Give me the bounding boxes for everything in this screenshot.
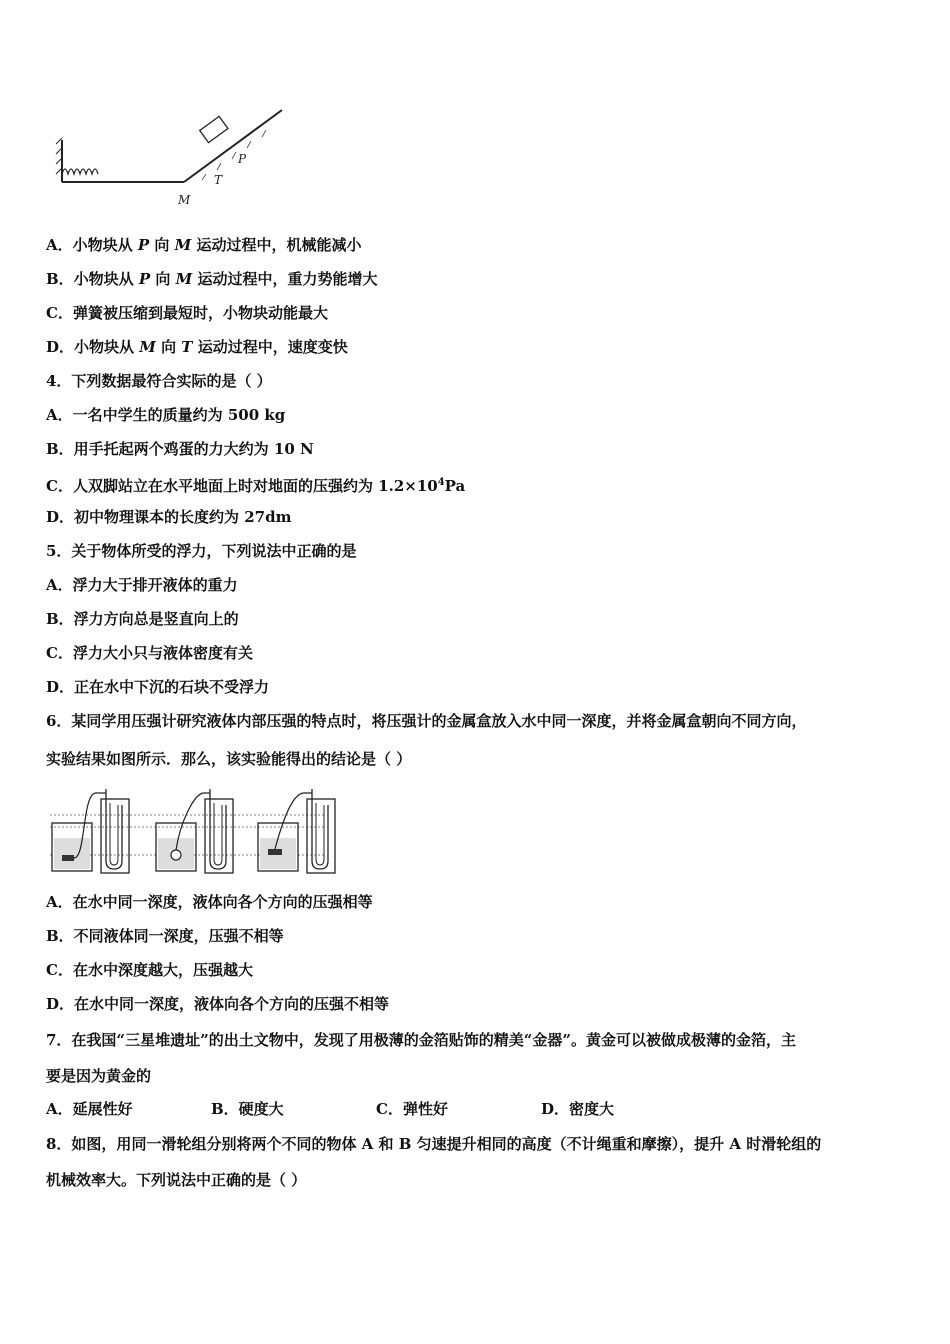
q6-stem-line2: 实验结果如图所示．那么，该实验能得出的结论是（ ） — [46, 750, 412, 768]
q3-option-d: D．小物块从 M 向 T 运动过程中，速度变快 — [46, 338, 348, 356]
q7-option-c: C．弹性好 — [376, 1100, 448, 1118]
q7-options — [46, 1099, 706, 1119]
q7-stem-line2: 要是因为黄金的 — [46, 1067, 152, 1085]
q6-option-b: B．不同液体同一深度，压强不相等 — [46, 927, 284, 945]
q7-stem-line1: 7．在我国“三星堆遗址”的出土文物中，发现了用极薄的金箔贴饰的精美“金器”。黄金可以被做成极薄的金箔，主 — [46, 1031, 796, 1049]
q5-stem: 5．关于物体所受的浮力，下列说法中正确的是 — [46, 542, 357, 560]
q7-option-d: D．密度大 — [541, 1100, 615, 1118]
q7-option-a: A．延展性好 — [46, 1100, 133, 1118]
q6-option-a: A．在水中同一深度，液体向各个方向的压强相等 — [46, 893, 373, 911]
q4-option-d: D．初中物理课本的长度约为 27dm — [46, 508, 292, 526]
q6-stem-line1: 6．某同学用压强计研究液体内部压强的特点时，将压强计的金属盒放入水中同一深度，并将金属盒朝向不同方向， — [46, 712, 807, 730]
label-m: M — [178, 193, 191, 207]
q6-option-c: C．在水中深度越大，压强越大 — [46, 961, 253, 979]
gauge-setup-3 — [258, 789, 335, 873]
q8-stem-line1: 8．如图，用同一滑轮组分别将两个不同的物体 A 和 B 匀速提升相同的高度（不计绳重和摩擦），提升 A 时滑轮组的 — [46, 1135, 822, 1153]
q4-option-b: B．用手托起两个鸡蛋的力大约为 10 N — [46, 440, 314, 458]
q6-option-d: D．在水中同一深度，液体向各个方向的压强不相等 — [46, 995, 390, 1013]
q5-option-b: B．浮力方向总是竖直向上的 — [46, 610, 239, 628]
q4-option-a: A．一名中学生的质量约为 500 kg — [46, 406, 286, 424]
gauge-setup-2 — [156, 789, 233, 873]
label-t: T — [214, 173, 223, 187]
q8-stem-line2: 机械效率大。下列说法中正确的是（ ） — [46, 1171, 307, 1189]
q4-stem: 4．下列数据最符合实际的是（ ） — [46, 372, 272, 390]
q3-option-c: C．弹簧被压缩到最短时，小物块动能最大 — [46, 304, 328, 322]
block — [200, 116, 228, 142]
pressure-gauge-figure — [46, 783, 336, 877]
q3-option-b: B．小物块从 P 向 M 运动过程中，重力势能增大 — [46, 270, 378, 288]
gauge-setup-1 — [52, 789, 129, 873]
q4-option-c: C．人双脚站立在水平地面上时对地面的压强约为 $1.2\times 10^4Pa$ — [46, 477, 466, 495]
label-p: P — [238, 152, 247, 166]
spring-incline-figure — [52, 100, 292, 210]
q3-option-a: A．小物块从 P 向 M 运动过程中，机械能减小 — [46, 236, 362, 254]
q5-option-d: D．正在水中下沉的石块不受浮力 — [46, 678, 270, 696]
q7-option-b: B．硬度大 — [211, 1100, 284, 1118]
q5-option-a: A．浮力大于排开液体的重力 — [46, 576, 238, 594]
q5-option-c: C．浮力大小只与液体密度有关 — [46, 644, 253, 662]
